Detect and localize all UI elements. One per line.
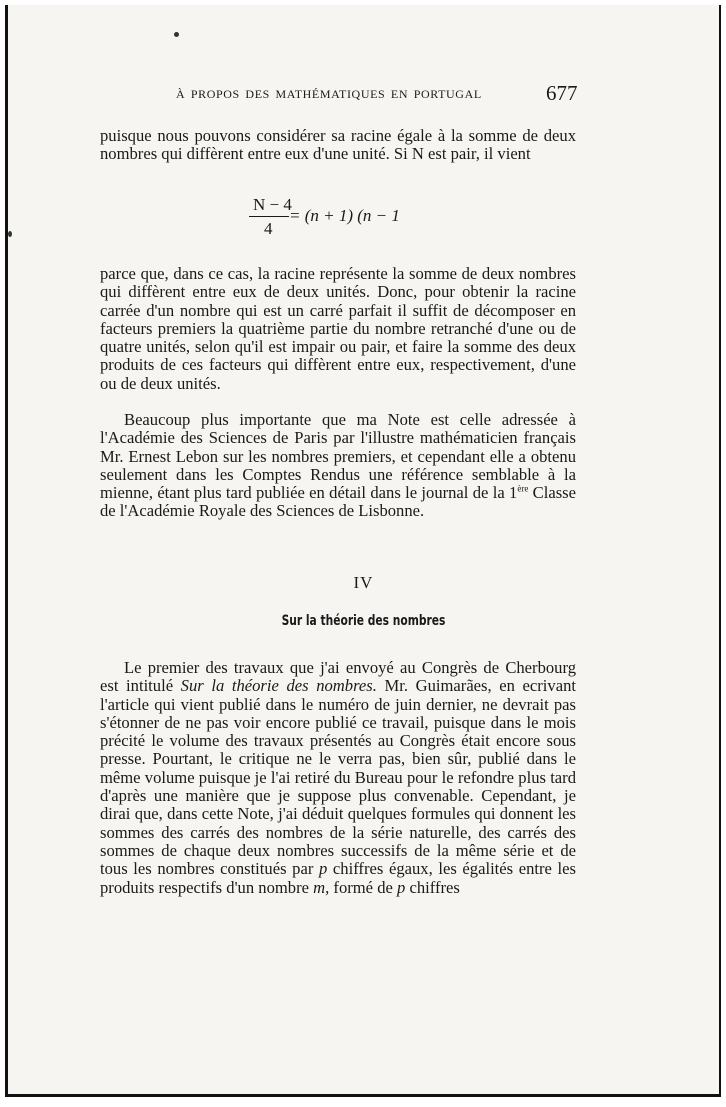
paragraph-4-text: Mr. Guimarães, en ecrivant l'article qui vient publié dans le numéro de juin dernier, ne devrait pas s'étonner de ne pas voir encore publié ce travail, puisque dans le mois précité le volume des travaux présentés au Congrès était encore sous presse. Pourtant, le critique ne le verra pas, bien sûr, publié dans le même volume puisque je l'ai retiré du Bureau pour le refondre plus tard d'après une manière que je suppose plus convenable. Cependant, je dirai que, dans cette Note, j'ai déduit quelques formules qui donnent les sommes des carrés des nombres de la série naturelle, des carrés des sommes de chaque deux nombres successifs de la même série et de tous les nombres constitués par xyxy=(100,676,576,879)
page-number: 677 xyxy=(546,81,578,105)
print-speck xyxy=(8,231,12,237)
formula-rhs: = (n + 1) (n − 1 xyxy=(289,206,400,225)
paragraph-4-text: chiffres xyxy=(405,877,460,897)
paragraph-4-text: formé de xyxy=(329,877,398,897)
scanned-page xyxy=(5,5,721,1097)
formula-numerator: N − 4 xyxy=(253,195,292,214)
italic-variable: m, xyxy=(313,877,330,897)
fraction-bar xyxy=(249,216,289,217)
formula xyxy=(249,195,449,239)
paragraph-2: parce que, dans ce cas, la racine représente la somme de deux nombres qui diffèrent entre eux de deux unités. Donc, pour obtenir la racine carrée d'un nombre qui est un carré parfait il suffit de décomposer en facteurs premiers la quatrième partie du nombre retranché d'une ou de quatre unités, selon qu'il est impair ou pair, et faire la somme des deux produits de ces facteurs qui diffèrent entre eux, respectivement, d'une ou de deux unités. xyxy=(100,264,576,393)
page-header xyxy=(8,81,719,107)
paragraph-3-text: Beaucoup plus importante que ma Note est celle adressée à l'Académie des Sciences de Paris par l'illustre mathématicien français Mr. Ernest Lebon sur les nombres premiers, et cependant elle a obtenu seulement dans les Comptes Rendus une référence semblable à la mienne, étant plus tard publiée en détail dans le journal de la 1 xyxy=(100,410,576,503)
paragraph-3-text-end: Classe de l'Académie Royale des Sciences de Lisbonne. xyxy=(100,483,576,521)
paragraph-3 xyxy=(100,411,576,521)
paragraph-4-text: Le premier des travaux que j'ai envoyé au Congrès de Cherbourg est intitulé xyxy=(100,658,576,696)
formula-denominator: 4 xyxy=(264,219,273,238)
italic-variable: p xyxy=(397,877,406,897)
italic-variable: p xyxy=(319,859,328,879)
paragraph-1: puisque nous pouvons considérer sa racine égale à la somme de deux nombres qui diffèrent entre eux d'une unité. Si N est pair, il vient xyxy=(100,126,576,164)
running-title: À PROPOS DES MATHÉMATIQUES EN PORTUGAL xyxy=(176,87,482,101)
superscript: ère xyxy=(517,483,529,494)
paragraph-4-text: chiffres égaux, les égalités entre les produits respectifs d'un nombre xyxy=(100,859,576,897)
paragraph-4 xyxy=(100,659,576,897)
section-title: Sur la théorie des nombres xyxy=(281,613,446,629)
print-speck xyxy=(174,32,179,37)
italic-title: Sur la théorie des nombres. xyxy=(180,676,377,696)
section-number: IV xyxy=(353,573,374,592)
